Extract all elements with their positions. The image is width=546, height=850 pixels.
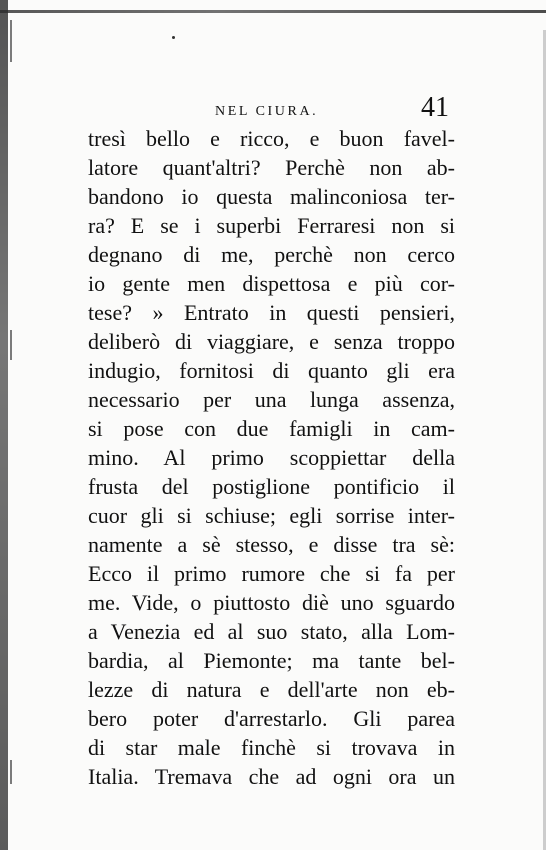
text-line: bero poter d'arrestarlo. Gli parea bbox=[88, 706, 455, 731]
text-line: Italia. Tremava che ad ogni ora un bbox=[88, 764, 455, 789]
scan-top-border bbox=[0, 10, 546, 13]
text-line: bardia, al Piemonte; ma tante bel- bbox=[88, 648, 455, 673]
text-line: Ecco il primo rumore che si fa per bbox=[88, 561, 455, 586]
running-head bbox=[0, 92, 546, 126]
text-line: si pose con due famigli in cam- bbox=[88, 416, 455, 441]
scan-left-mark bbox=[10, 20, 12, 62]
text-line: indugio, fornitosi di quanto gli era bbox=[88, 358, 455, 383]
body-text bbox=[88, 124, 455, 791]
page-number: 41 bbox=[421, 92, 449, 123]
scan-left-mark bbox=[10, 330, 12, 360]
text-line: bandono io questa malinconiosa ter- bbox=[88, 184, 455, 209]
text-line: cuor gli si schiuse; egli sorrise inter- bbox=[88, 503, 455, 528]
scan-left-border bbox=[0, 0, 8, 850]
text-line: lezze di natura e dell'arte non eb- bbox=[88, 677, 455, 702]
text-line: io gente men dispettosa e più cor- bbox=[88, 271, 455, 296]
text-line: tresì bello e ricco, e buon favel- bbox=[88, 126, 455, 151]
text-line: necessario per una lunga assenza, bbox=[88, 387, 455, 412]
text-line: me. Vide, o piuttosto diè uno sguardo bbox=[88, 590, 455, 615]
text-line: latore quant'altri? Perchè non ab- bbox=[88, 155, 455, 180]
text-line: ra? E se i superbi Ferraresi non si bbox=[88, 213, 455, 238]
text-line: degnano di me, perchè non cerco bbox=[88, 242, 455, 267]
text-line: namente a sè stesso, e disse tra sè: bbox=[88, 532, 455, 557]
scan-left-mark bbox=[10, 760, 12, 784]
text-line: deliberò di viaggiare, e senza troppo bbox=[88, 329, 455, 354]
text-line: tese? » Entrato in questi pensieri, bbox=[88, 300, 455, 325]
text-line: mino. Al primo scoppiettar della bbox=[88, 445, 455, 470]
text-line: a Venezia ed al suo stato, alla Lom- bbox=[88, 619, 455, 644]
text-line: frusta del postiglione pontificio il bbox=[88, 474, 455, 499]
running-title: NEL CIURA. bbox=[215, 104, 319, 119]
text-line: di star male finchè si trovava in bbox=[88, 735, 455, 760]
scan-speck bbox=[172, 36, 175, 39]
